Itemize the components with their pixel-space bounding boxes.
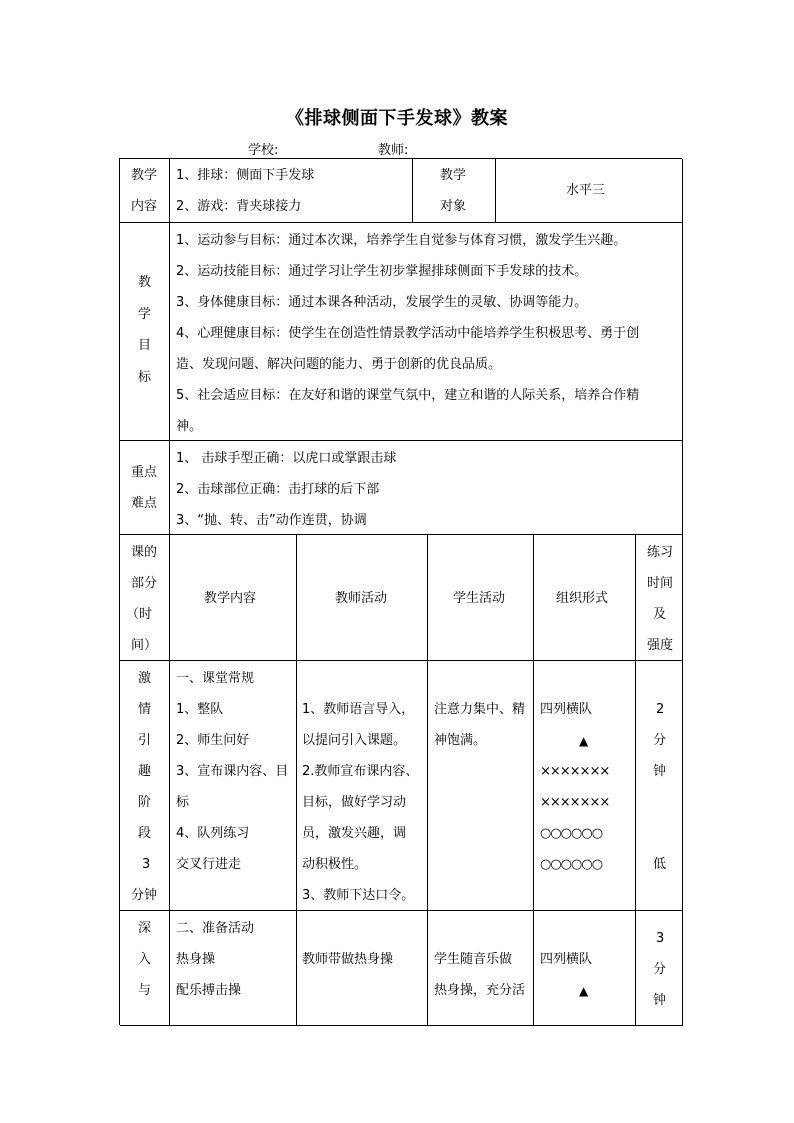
section2-content-cell	[170, 911, 297, 1026]
section1-content-line: 一、课堂常规	[176, 671, 255, 686]
school-label: 学校:	[248, 143, 279, 158]
section1-label-char: 段	[138, 826, 152, 841]
teacher-label: 教师:	[378, 143, 409, 158]
page-title: 《排球侧面下手发球》教案	[286, 108, 508, 129]
section1-content-line: 2、师生问好	[176, 733, 250, 748]
section2-label-char: 与	[138, 983, 152, 998]
row1-content-1: 1、排球：侧面下手发球	[176, 168, 315, 183]
row1-target-label-2: 对象	[440, 199, 467, 214]
section1-time-value: 2	[656, 702, 665, 717]
section2-label-cell	[120, 911, 170, 1026]
header-part-1: 课的	[131, 545, 158, 560]
section1-content-line: 3、宣布课内容、目	[176, 764, 289, 779]
section2-time-unit: 分	[653, 962, 667, 977]
section1-content-cell	[170, 661, 297, 911]
section2-organization-cell	[534, 911, 636, 1026]
keypoints-label-2: 难点	[131, 496, 158, 511]
section1-teacher-line: 1、教师语言导入，	[302, 702, 415, 717]
header-student-cell	[428, 535, 534, 661]
header-teacher-cell	[297, 535, 428, 661]
keypoints-label-cell	[120, 441, 170, 535]
section2-content-line: 配乐搏击操	[176, 983, 242, 998]
section2-student-line: 热身操，充分活	[434, 983, 526, 998]
lesson-plan-table	[119, 158, 682, 1025]
section1-content-line: 标	[176, 795, 190, 810]
student-row-circle: ○○○○○○	[540, 857, 603, 872]
section2-student-cell	[428, 911, 534, 1026]
section1-time-cell	[636, 661, 683, 911]
objective-line: 1、运动参与目标：通过本次课，培养学生自觉参与体育习惯，激发学生兴趣。	[176, 233, 627, 248]
header-time-3: 及	[653, 607, 667, 622]
row1-content-2: 2、游戏：背夹球接力	[176, 199, 302, 214]
section1-label-char: 趣	[138, 764, 152, 779]
section1-teacher-line: 以提问引入课题。	[302, 733, 407, 748]
section1-time-unit: 钟	[653, 764, 667, 779]
section1-time-unit: 分	[653, 733, 667, 748]
header-time-1: 练习	[647, 545, 674, 560]
header-part-3: （时	[126, 607, 153, 622]
section1-student-line: 神饱满。	[434, 733, 487, 748]
header-time-cell	[636, 535, 683, 661]
objectives-label-3: 目	[138, 338, 152, 353]
section2-formation-label: 四列横队	[540, 952, 593, 967]
row1-content-cell	[170, 159, 413, 223]
header-student: 学生活动	[453, 591, 506, 606]
section1-teacher-line: 目标，做好学习动	[302, 795, 407, 810]
objective-line: 3、身体健康目标：通过本课各种活动，发展学生的灵敏、协调等能力。	[176, 295, 588, 310]
objectives-label-cell	[120, 223, 170, 441]
student-row-circle: ○○○○○○	[540, 826, 603, 841]
section1-formation-label: 四列横队	[540, 702, 593, 717]
header-teacher: 教师活动	[335, 591, 388, 606]
student-row-cross: ×××××××	[540, 764, 610, 779]
section1-label-char: 阶	[138, 795, 152, 810]
section2-time-cell	[636, 911, 683, 1026]
teacher-position-triangle: ▲	[579, 984, 589, 998]
header-organization-cell	[534, 535, 636, 661]
section1-label-char: 激	[138, 671, 152, 686]
keypoints-label-1: 重点	[131, 465, 158, 480]
teacher-position-triangle: ▲	[579, 734, 589, 748]
section1-label-char: 3	[142, 857, 151, 872]
keypoint-line: 2、击球部位正确：击打球的后下部	[176, 482, 380, 497]
header-time-2: 时间	[647, 576, 674, 591]
header-part-2: 部分	[131, 576, 158, 591]
row1-target-value-cell	[496, 159, 683, 223]
section1-label-char: 情	[138, 702, 152, 717]
objective-line: 神。	[176, 419, 203, 434]
section2-label-char: 入	[138, 952, 152, 967]
section1-student-line: 注意力集中、精	[434, 702, 526, 717]
section2-time-unit: 钟	[653, 993, 667, 1008]
section1-label-char: 引	[138, 733, 152, 748]
row1-label-1: 教学	[131, 168, 158, 183]
section1-label-cell	[120, 661, 170, 911]
section2-content-line: 二、准备活动	[176, 921, 255, 936]
header-content: 教学内容	[204, 591, 257, 606]
section1-content-line: 1、整队	[176, 702, 224, 717]
student-row-cross: ×××××××	[540, 795, 610, 810]
header-content-cell	[170, 535, 297, 661]
objectives-label-2: 学	[138, 307, 152, 322]
keypoints-content-cell	[170, 441, 683, 535]
section1-teacher-line: 员，激发兴趣，调	[302, 826, 407, 841]
section1-organization-cell	[534, 661, 636, 911]
objective-line: 4、心理健康目标：使学生在创造性情景教学活动中能培养学生积极思考、勇于创	[176, 326, 640, 341]
header-time-4: 强度	[647, 638, 674, 653]
header-part-cell	[120, 535, 170, 661]
row1-target-value: 水平三	[566, 183, 606, 198]
keypoint-line: 1、 击球手型正确：以虎口或掌跟击球	[176, 451, 397, 466]
section1-intensity: 低	[653, 857, 667, 872]
section1-label-char: 分钟	[131, 888, 158, 903]
objective-line: 造、发现问题、解决问题的能力、勇于创新的优良品质。	[176, 357, 502, 372]
section1-teacher-cell	[297, 661, 428, 911]
header-organization: 组织形式	[556, 591, 609, 606]
section1-teacher-line: 动积极性。	[302, 857, 368, 872]
keypoint-line: 3、“抛、转、击”动作连贯，协调	[176, 513, 367, 528]
section1-student-cell	[428, 661, 534, 911]
row1-label-cell	[120, 159, 170, 223]
section2-label-char: 深	[138, 921, 152, 936]
section2-content-line: 热身操	[176, 952, 216, 967]
section2-time-value: 3	[656, 931, 665, 946]
section1-teacher-line: 3、教师下达口令。	[302, 888, 415, 903]
row1-label-2: 内容	[131, 199, 158, 214]
section2-teacher-line: 教师带做热身操	[302, 952, 394, 967]
objectives-label-4: 标	[138, 370, 152, 385]
section2-teacher-cell	[297, 911, 428, 1026]
objectives-content-cell	[170, 223, 683, 441]
section1-content-line: 4、队列练习	[176, 826, 250, 841]
header-part-4: 间）	[131, 638, 158, 653]
row1-target-label-1: 教学	[440, 168, 467, 183]
section1-content-line: 交叉行进走	[176, 857, 242, 872]
section2-student-line: 学生随音乐做	[434, 952, 513, 967]
objective-line: 5、社会适应目标：在友好和谐的课堂气氛中，建立和谐的人际关系，培养合作精	[176, 388, 640, 403]
row1-target-label-cell	[413, 159, 496, 223]
objective-line: 2、运动技能目标：通过学习让学生初步掌握排球侧面下手发球的技术。	[176, 264, 588, 279]
objectives-label-1: 教	[138, 275, 152, 290]
section1-teacher-line: 2.教师宣布课内容、	[302, 764, 419, 779]
